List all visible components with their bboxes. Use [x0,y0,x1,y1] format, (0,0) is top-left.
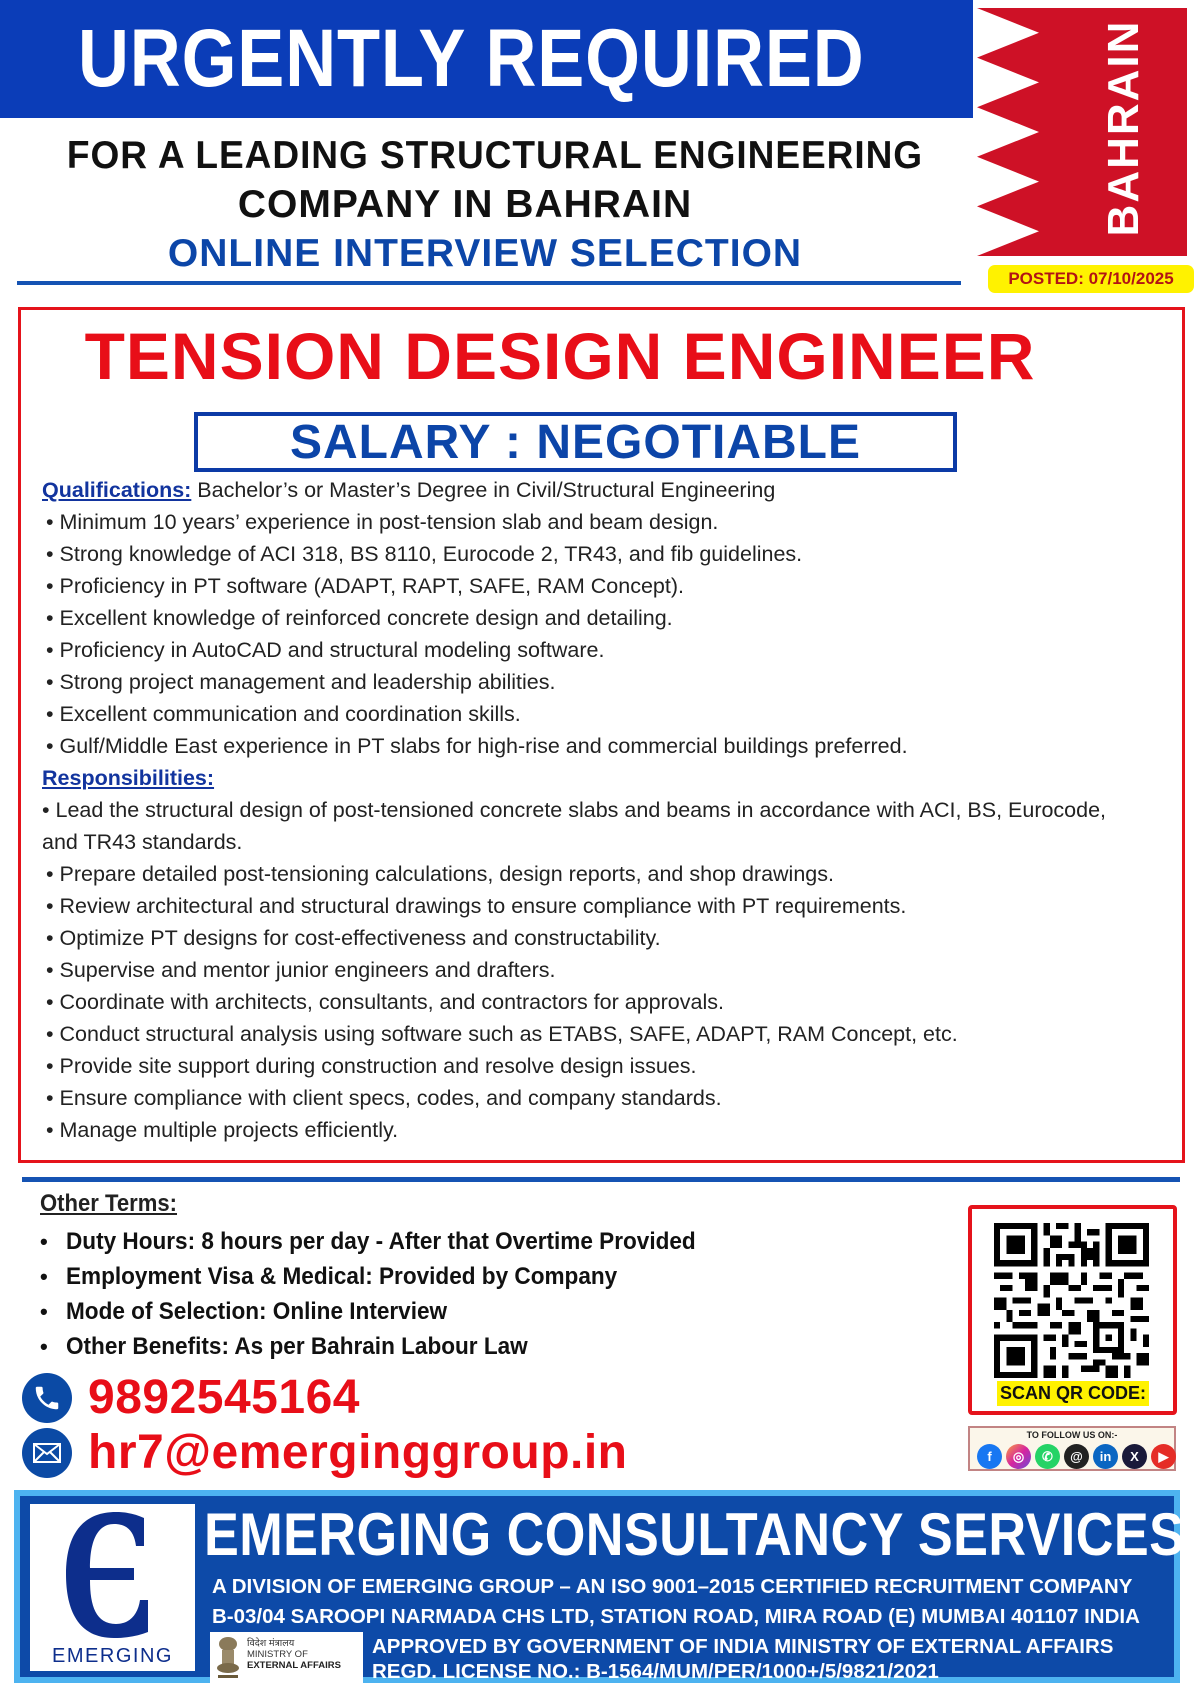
mea-line-1: MINISTRY OF [247,1649,308,1660]
qualification-item: • Proficiency in PT software (ADAPT, RAPT, SAFE, RAM Concept). [46,574,684,598]
qualifications-intro: Bachelor’s or Master’s Degree in Civil/Structural Engineering [191,478,776,502]
other-terms-heading: Other Terms: [40,1190,178,1217]
logo-text: EMERGING [52,1645,173,1667]
license-number: REGD. LICENSE NO.: B-1564/MUM/PER/1000+/5/9821/2021 [372,1660,939,1683]
section-divider [22,1177,1180,1182]
company-address: B-03/04 SAROOPI NARMADA CHS LTD, STATION ROAD, MIRA ROAD (E) MUMBAI 401107 INDIA [212,1605,1140,1628]
qualification-item: • Minimum 10 years’ experience in post-tension slab and beam design. [46,510,719,534]
header-divider [17,281,961,285]
responsibility-item: • Lead the structural design of post-tensioned concrete slabs and beams in accordance with ACI, BS, Eurocode, and TR43 standards. [42,798,1107,854]
bahrain-flag-icon [977,8,1187,256]
instagram-icon[interactable]: ◎ [1006,1444,1031,1469]
term-item: • Employment Visa & Medical: Provided by Company [40,1262,618,1290]
emerging-logo [30,1504,195,1671]
responsibility-item: • Coordinate with architects, consultants, and contractors for approvals. [46,990,724,1014]
qualification-item: • Excellent knowledge of reinforced concrete design and detailing. [46,606,673,630]
follow-label: TO FOLLOW US ON:- [1026,1430,1118,1440]
responsibility-item: • Review architectural and structural drawings to ensure compliance with PT requirements. [46,894,907,918]
salary-box [194,412,957,472]
phone-icon [22,1373,72,1423]
threads-icon[interactable]: @ [1064,1444,1089,1469]
term-item: • Other Benefits: As per Bahrain Labour Law [40,1332,528,1360]
x-icon[interactable]: X [1122,1444,1147,1469]
qualifications-section [42,474,1172,762]
responsibility-item: • Optimize PT designs for cost-effectiveness and constructability. [46,926,661,950]
country-label: BAHRAIN [1099,19,1148,237]
email-address[interactable]: hr7@emerginggroup.in [88,1426,628,1479]
qualification-item: • Proficiency in AutoCAD and structural modeling software. [46,638,605,662]
qualifications-heading: Qualifications: [42,478,192,502]
qualification-item: • Strong project management and leadership abilities. [46,670,556,694]
mea-line-2: EXTERNAL AFFAIRS [247,1660,341,1671]
responsibilities-section [42,762,1172,1146]
responsibility-item: • Ensure compliance with client specs, codes, and company standards. [46,1086,722,1110]
government-approval: APPROVED BY GOVERNMENT OF INDIA MINISTRY OF EXTERNAL AFFAIRS [372,1635,1114,1658]
subtitle-line-1: FOR A LEADING STRUCTURAL ENGINEERING [66,134,924,177]
scan-qr-label: SCAN QR CODE: [997,1381,1149,1406]
responsibilities-heading: Responsibilities: [42,766,215,790]
posted-date-badge: POSTED: 07/10/2025 [988,265,1194,293]
responsibility-item: • Manage multiple projects efficiently. [46,1118,399,1142]
company-name: EMERGING CONSULTANCY SERVICES [204,1501,1185,1568]
mea-logo [210,1632,363,1683]
qualification-item: • Gulf/Middle East experience in PT slabs for high-rise and commercial buildings preferred. [46,734,908,758]
selection-mode: ONLINE INTERVIEW SELECTION [167,232,803,275]
facebook-icon[interactable]: f [977,1444,1002,1469]
job-title: TENSION DESIGN ENGINEER [84,319,1036,393]
phone-contact[interactable] [22,1370,360,1425]
mea-hindi: विदेश मंत्रालय [247,1638,295,1649]
qr-code-icon[interactable] [994,1223,1149,1378]
responsibility-item: • Prepare detailed post-tensioning calculations, design reports, and shop drawings. [46,862,834,886]
company-division: A DIVISION OF EMERGING GROUP – AN ISO 9001–2015 CERTIFIED RECRUITMENT COMPANY [212,1575,1133,1598]
responsibility-item: • Conduct structural analysis using software such as ETABS, SAFE, ADAPT, RAM Concept, etc. [46,1022,958,1046]
responsibility-item: • Supervise and mentor junior engineers and drafters. [46,958,556,982]
youtube-icon[interactable]: ▶ [1151,1444,1176,1469]
whatsapp-icon[interactable]: ✆ [1035,1444,1060,1469]
term-item: • Duty Hours: 8 hours per day - After that Overtime Provided [40,1227,696,1255]
qualification-item: • Strong knowledge of ACI 318, BS 8110, Eurocode 2, TR43, and fib guidelines. [46,542,803,566]
responsibility-item: • Provide site support during construction and resolve design issues. [46,1054,697,1078]
qualification-item: • Excellent communication and coordination skills. [46,702,521,726]
email-contact[interactable] [22,1425,628,1480]
other-terms-section [40,1190,736,1364]
national-emblem-icon [213,1635,243,1680]
linkedin-icon[interactable]: in [1093,1444,1118,1469]
phone-number[interactable]: 9892545164 [88,1371,360,1424]
company-footer [14,1490,1185,1683]
term-item: • Mode of Selection: Online Interview [40,1297,448,1325]
subtitle-line-2: COMPANY IN BAHRAIN [237,183,693,226]
qr-code-box[interactable] [968,1205,1177,1415]
banner-text: URGENTLY REQUIRED [78,13,865,104]
salary-text: SALARY : NEGOTIABLE [289,415,862,469]
mail-icon [22,1428,72,1478]
urgently-required-banner [0,0,973,118]
social-follow-box [968,1426,1176,1471]
emerging-e-logo-icon [44,1506,179,1641]
